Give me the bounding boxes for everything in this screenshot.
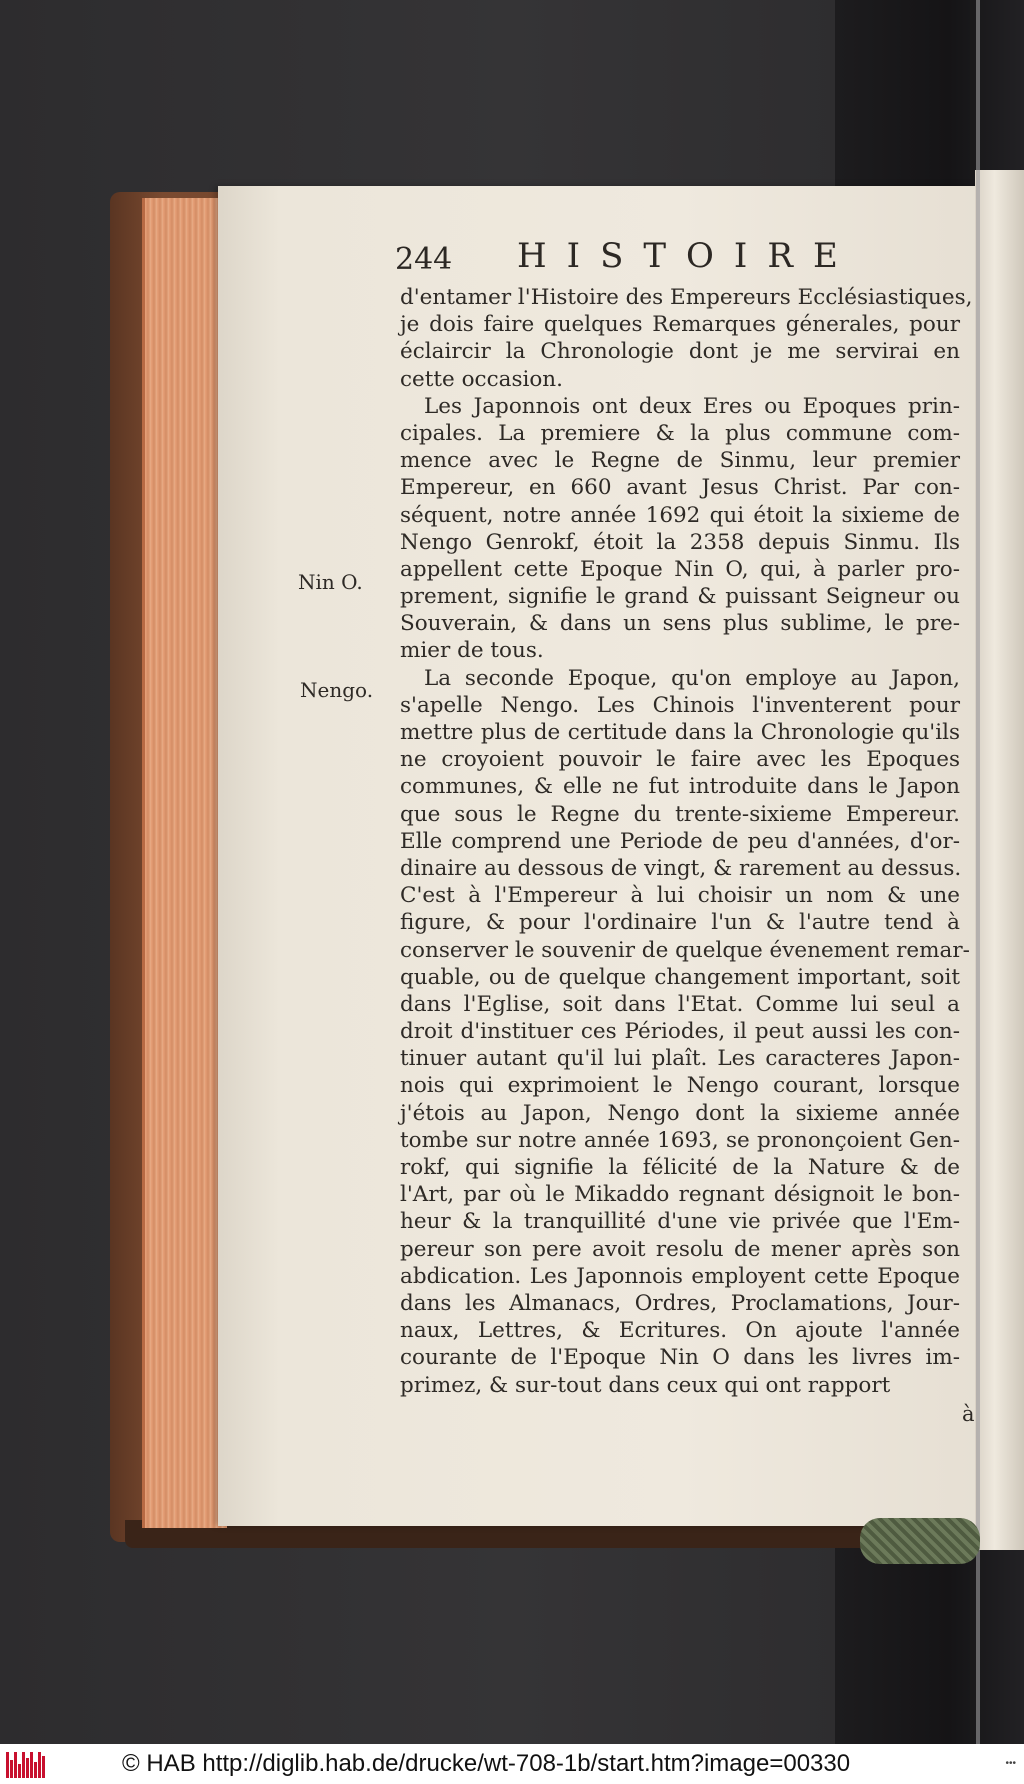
text-line: Nengo Genrokf, étoit la 2358 depuis Sinmu. Ils [400,529,960,555]
text-line: La seconde Epoque, qu'on employe au Japon, [424,665,960,691]
text-line: mettre plus de certitude dans la Chronologie qu'ils [400,720,960,745]
text-line: l'Art, par où le Mikaddo regnant désignoit le bon- [400,1182,960,1208]
text-line: figure, & pour l'ordinaire l'un & l'autre tend à [400,910,960,936]
text-line: conserver le souvenir de quelque évenement remar- [400,937,970,963]
text-line: appellent cette Epoque Nin O, qui, à parler pro- [400,556,960,582]
menu-dots-icon[interactable]: ••• [1005,1758,1016,1769]
text-line: dinaire au dessous de vingt, & rarement au dessus. [400,855,962,881]
bookmark-ribbon [860,1518,980,1564]
text-line: courante de l'Epoque Nin O dans les livres im- [400,1345,960,1371]
text-line: Elle comprend une Periode de peu d'années, d'or- [400,828,960,854]
text-line: Souverain, & dans un sens plus sublime, le pre- [400,611,960,637]
source-url[interactable]: © HAB http://diglib.hab.de/drucke/wt-708-1b/start.htm?image=00330 [122,1750,851,1777]
text-line: séquent, notre année 1692 qui étoit la sixieme de [400,502,960,528]
text-line: pereur son pere avoit resolu de mener après son [400,1236,960,1262]
text-line: primez, & sur-tout dans ceux qui ont rapport [400,1372,891,1398]
text-line: nois qui exprimoient le Nengo courant, lorsque [400,1073,960,1099]
text-line: mence avec le Regne de Sinmu, leur premier [400,448,960,474]
hab-logo-icon [6,1752,46,1778]
text-line: naux, Lettres, & Ecritures. On ajoute l'année [400,1318,960,1344]
text-line: communes, & elle ne fut introduite dans le Japon [400,774,960,800]
text-line: dans les Almanacs, Ordres, Proclamations, Jour- [400,1290,960,1316]
text-line: tombe sur notre année 1693, se prononçoient Gen- [400,1127,960,1153]
text-line: quable, ou de quelque changement important, soit [400,964,960,990]
text-line: dans l'Eglise, soit dans l'Etat. Comme lui seul a [400,991,960,1017]
text-line: heur & la tranquillité d'une vie privée que l'Em- [400,1209,960,1235]
body-text [400,284,973,1399]
text-line: d'entamer l'Histoire des Empereurs Ecclésiastiques, [400,285,973,310]
page-number: 244 [395,242,453,277]
text-line: s'apelle Nengo. Les Chinois l'inventerent pour [400,692,960,718]
catchword: à [962,1402,975,1426]
text-line: prement, signifie le grand & puissant Seigneur ou [400,584,960,610]
text-line: tinuer autant qu'il lui plaît. Les caracteres Japon- [400,1046,960,1072]
facing-page-gutter [975,170,1024,1550]
text-line: rokf, qui signifie la félicité de la Nature & de [400,1155,960,1180]
text-line: Les Japonnois ont deux Eres ou Epoques prin- [424,393,960,419]
text-line: C'est à l'Empereur à lui choisir un nom & une [400,883,960,909]
text-line: cipales. La premiere & la plus commune com- [400,420,960,446]
footer-bar [0,1744,1024,1784]
running-header [395,236,858,284]
margin-note-nengo: Nengo. [300,678,374,702]
text-line: je dois faire quelques Remarques génerales, pour [400,312,960,338]
text-line: ne croyoient pouvoir le faire avec les Epoques [400,747,960,773]
text-line: cette occasion. [400,366,563,392]
gutter-shadow [976,0,980,1744]
text-line: abdication. Les Japonnois employent cette Epoque [400,1263,960,1289]
text-line: que sous le Regne du trente-sixieme Empereur. [400,801,960,827]
running-title: HISTOIRE [517,236,858,276]
text-line: éclaircir la Chronologie dont je me servirai en [400,339,960,365]
margin-note-nin-o: Nin O. [298,570,363,594]
text-line: mier de tous. [400,638,544,664]
text-line: j'étois au Japon, Nengo dont la sixieme année [400,1100,960,1126]
text-line: droit d'instituer ces Périodes, il peut aussi les con- [400,1019,960,1045]
page-edges [142,198,227,1528]
text-line: Empereur, en 660 avant Jesus Christ. Par con- [400,475,960,501]
